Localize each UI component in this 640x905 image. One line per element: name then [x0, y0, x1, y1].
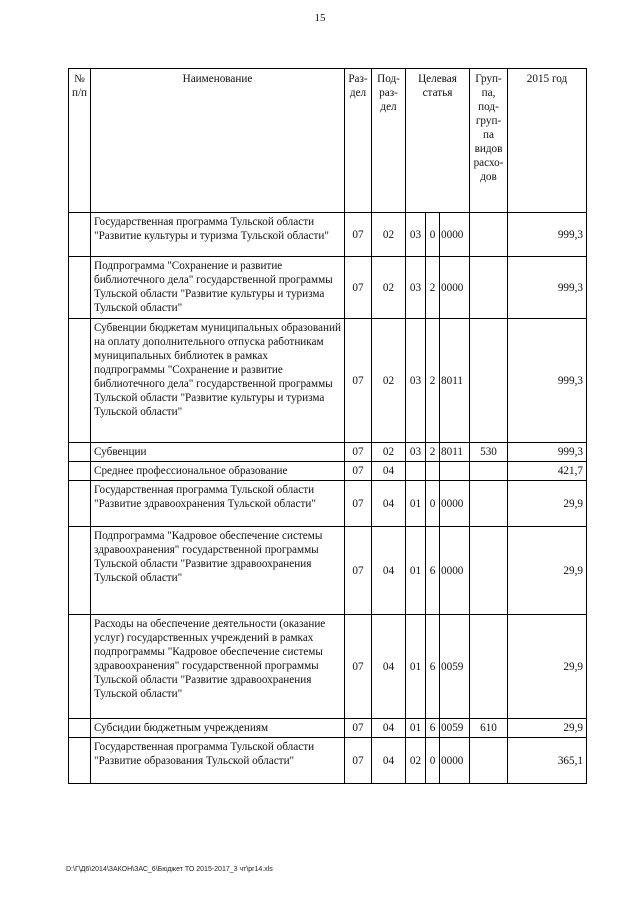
row-number-cell	[69, 527, 91, 615]
row-name-cell: Государственная программа Тульской области "Развитие культуры и туризма Тульской области"	[91, 213, 345, 257]
row-article-direction-cell: 8011	[440, 443, 470, 462]
table-row	[69, 615, 587, 719]
row-expense-group-cell	[470, 615, 508, 719]
row-article-subprogram-cell: 0	[426, 738, 440, 784]
row-podrazdel-cell: 02	[372, 257, 406, 319]
row-article-direction-cell: 0000	[440, 527, 470, 615]
row-podrazdel-cell: 04	[372, 462, 406, 481]
row-podrazdel-cell: 04	[372, 527, 406, 615]
row-article-subprogram-cell: 2	[426, 319, 440, 443]
row-amount-cell: 421,7	[508, 462, 587, 481]
row-razdel-cell: 07	[345, 257, 372, 319]
row-article-subprogram-cell: 0	[426, 213, 440, 257]
row-article-program-cell: 01	[406, 527, 426, 615]
row-expense-group-cell	[470, 738, 508, 784]
table-row	[69, 738, 587, 784]
row-article-program-cell: 03	[406, 213, 426, 257]
row-article-direction-cell: 0059	[440, 719, 470, 738]
row-article-subprogram-cell: 6	[426, 719, 440, 738]
row-article-program-cell: 03	[406, 257, 426, 319]
row-article-subprogram-cell: 2	[426, 257, 440, 319]
row-razdel-cell: 07	[345, 615, 372, 719]
table-row	[69, 257, 587, 319]
table-row	[69, 481, 587, 527]
row-article-program-cell: 01	[406, 719, 426, 738]
row-expense-group-cell	[470, 257, 508, 319]
row-article-program-cell: 03	[406, 319, 426, 443]
row-number-cell	[69, 738, 91, 784]
header-target-article: Целевая статья	[406, 69, 470, 213]
footer-file-path: D:\Г\Д6\2014\ЗАКОН\ЗАС_6\Бюджет ТО 2015-2017_3 чт\pr14.xls	[66, 866, 273, 873]
row-name-cell: Государственная программа Тульской области "Развитие образования Тульской области"	[91, 738, 345, 784]
row-name-cell: Среднее профессиональное образование	[91, 462, 345, 481]
row-name-cell: Подпрограмма "Сохранение и развитие библиотечного дела" государственной программы Тульской области "Развитие культуры и туризма Тульской области"	[91, 257, 345, 319]
row-article-program-cell: 02	[406, 738, 426, 784]
row-podrazdel-cell: 02	[372, 213, 406, 257]
row-article-program-cell	[406, 462, 426, 481]
row-podrazdel-cell: 04	[372, 738, 406, 784]
row-article-subprogram-cell: 0	[426, 481, 440, 527]
row-name-cell: Субвенции	[91, 443, 345, 462]
row-article-subprogram-cell: 2	[426, 443, 440, 462]
row-expense-group-cell: 530	[470, 443, 508, 462]
row-number-cell	[69, 257, 91, 319]
budget-table	[68, 68, 587, 784]
row-article-direction-cell: 0000	[440, 257, 470, 319]
row-article-program-cell: 03	[406, 443, 426, 462]
row-amount-cell: 999,3	[508, 257, 587, 319]
row-article-direction-cell: 0000	[440, 738, 470, 784]
row-name-cell: Расходы на обеспечение деятельности (оказание услуг) государственных учреждений в рамках подпрограммы "Кадровое обеспечение системы здравоохранения" государственной программы Тульской области "Развитие здравоохранения Тульской области"	[91, 615, 345, 719]
row-article-subprogram-cell	[426, 462, 440, 481]
row-article-program-cell: 01	[406, 481, 426, 527]
row-amount-cell: 365,1	[508, 738, 587, 784]
row-amount-cell: 29,9	[508, 527, 587, 615]
row-number-cell	[69, 719, 91, 738]
row-number-cell	[69, 462, 91, 481]
row-razdel-cell: 07	[345, 527, 372, 615]
row-expense-group-cell	[470, 527, 508, 615]
row-amount-cell: 29,9	[508, 719, 587, 738]
row-razdel-cell: 07	[345, 738, 372, 784]
row-article-subprogram-cell: 6	[426, 615, 440, 719]
row-amount-cell: 999,3	[508, 443, 587, 462]
row-name-cell: Государственная программа Тульской области "Развитие здравоохранения Тульской области"	[91, 481, 345, 527]
header-num: № п/п	[69, 69, 91, 213]
row-razdel-cell: 07	[345, 443, 372, 462]
row-razdel-cell: 07	[345, 213, 372, 257]
row-razdel-cell: 07	[345, 462, 372, 481]
table-row	[69, 527, 587, 615]
header-razdel: Раз-дел	[345, 69, 372, 213]
row-amount-cell: 999,3	[508, 319, 587, 443]
row-expense-group-cell: 610	[470, 719, 508, 738]
row-article-subprogram-cell: 6	[426, 527, 440, 615]
row-podrazdel-cell: 02	[372, 443, 406, 462]
row-name-cell: Субсидии бюджетным учреждениям	[91, 719, 345, 738]
row-number-cell	[69, 319, 91, 443]
row-article-direction-cell: 0059	[440, 615, 470, 719]
table-row	[69, 443, 587, 462]
row-razdel-cell: 07	[345, 481, 372, 527]
header-podrazdel: Под-раз-дел	[372, 69, 406, 213]
row-number-cell	[69, 615, 91, 719]
row-expense-group-cell	[470, 213, 508, 257]
row-article-direction-cell: 8011	[440, 319, 470, 443]
table-body	[69, 213, 587, 784]
row-razdel-cell: 07	[345, 719, 372, 738]
table-row	[69, 462, 587, 481]
row-podrazdel-cell: 04	[372, 481, 406, 527]
row-name-cell: Подпрограмма "Кадровое обеспечение системы здравоохранения" государственной программы Тульской области "Развитие здравоохранения Тульской области"	[91, 527, 345, 615]
row-razdel-cell: 07	[345, 319, 372, 443]
row-amount-cell: 999,3	[508, 213, 587, 257]
table-header-row	[69, 69, 587, 213]
row-article-program-cell: 01	[406, 615, 426, 719]
page-number: 15	[314, 12, 326, 24]
header-year: 2015 год	[508, 69, 587, 213]
row-number-cell	[69, 481, 91, 527]
row-podrazdel-cell: 04	[372, 719, 406, 738]
row-podrazdel-cell: 04	[372, 615, 406, 719]
header-name: Наименование	[91, 69, 345, 213]
row-amount-cell: 29,9	[508, 481, 587, 527]
table-row	[69, 319, 587, 443]
table-row	[69, 719, 587, 738]
row-article-direction-cell	[440, 462, 470, 481]
row-article-direction-cell: 0000	[440, 481, 470, 527]
row-expense-group-cell	[470, 481, 508, 527]
row-number-cell	[69, 213, 91, 257]
row-expense-group-cell	[470, 319, 508, 443]
header-expense-group: Груп-па, под-груп-па видов расхо-дов	[470, 69, 508, 213]
row-number-cell	[69, 443, 91, 462]
row-name-cell: Субвенции бюджетам муниципальных образований на оплату дополнительного отпуска работникам муниципальных библиотек в рамках подпрограммы "Сохранение и развитие библиотечного дела" государственной программы Тульской области "Развитие культуры и туризма Тульской области"	[91, 319, 345, 443]
row-article-direction-cell: 0000	[440, 213, 470, 257]
row-expense-group-cell	[470, 462, 508, 481]
table-row	[69, 213, 587, 257]
row-podrazdel-cell: 02	[372, 319, 406, 443]
row-amount-cell: 29,9	[508, 615, 587, 719]
